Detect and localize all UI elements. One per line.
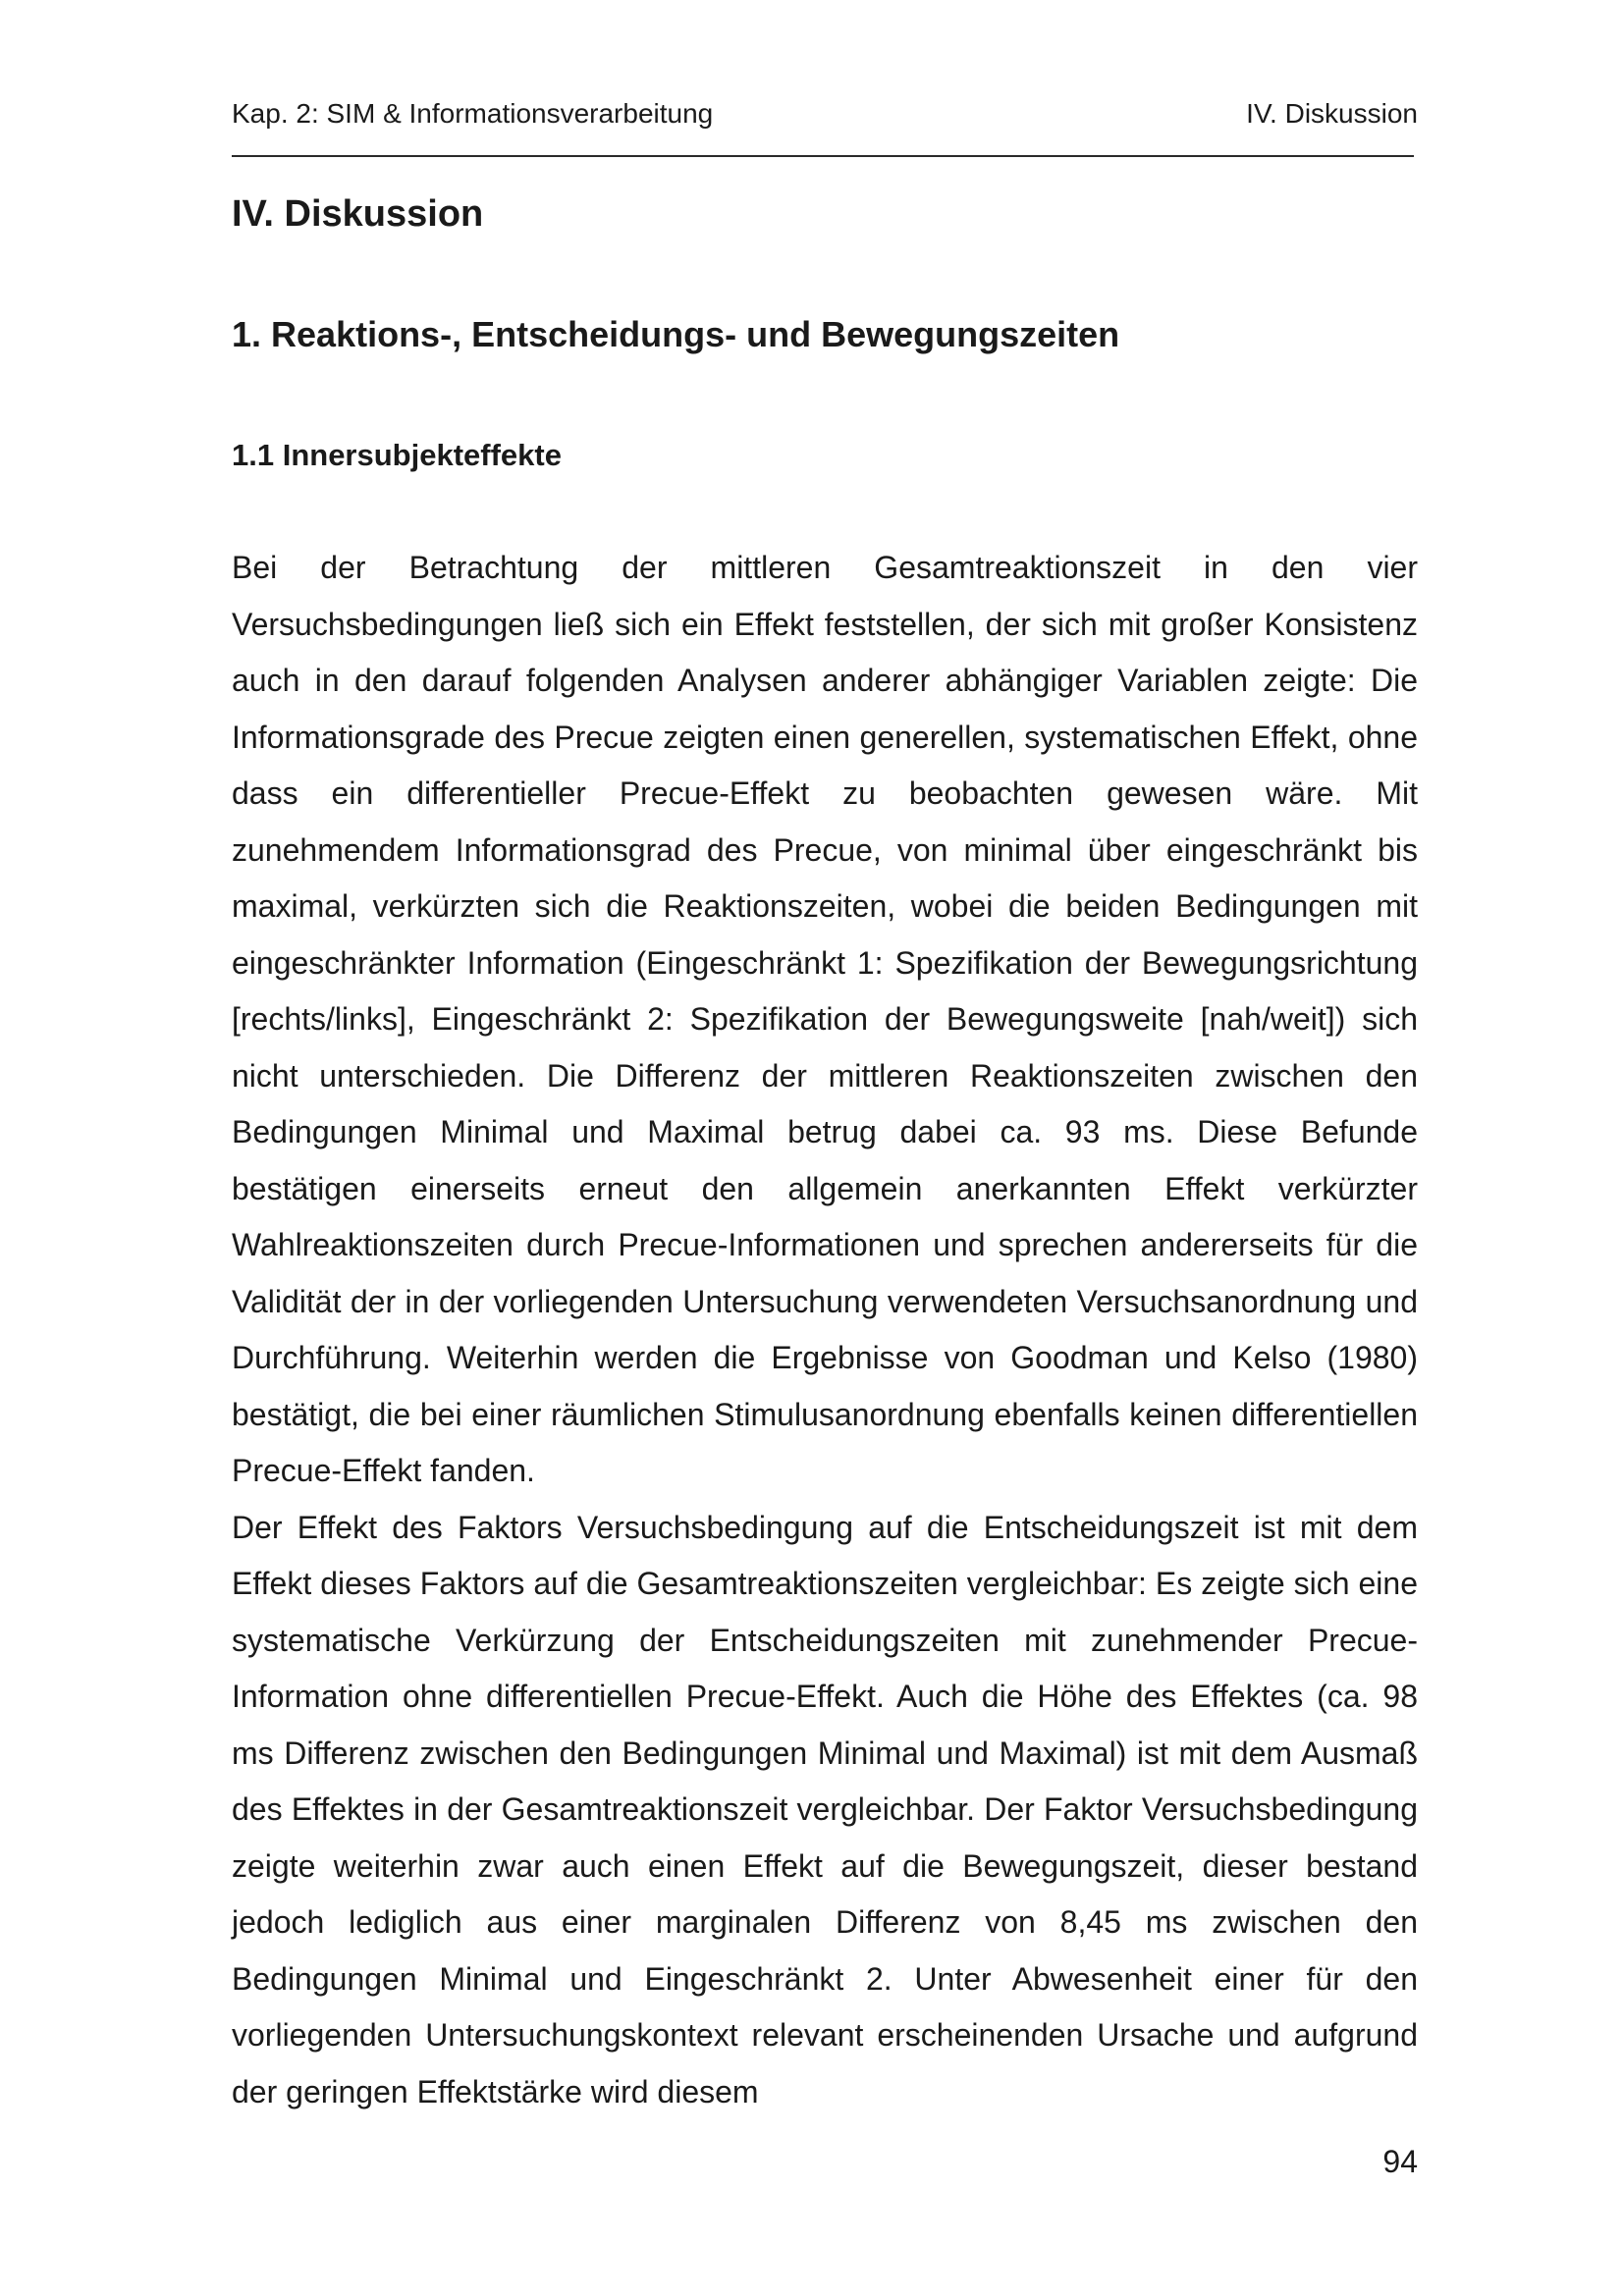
chapter-heading: IV. Diskussion [232,193,484,235]
header-divider [232,155,1414,157]
running-header [232,94,1418,133]
paragraph-2: Der Effekt des Faktors Versuchsbedingung auf die Entscheidungszeit ist mit dem Effekt dieses Faktors auf die Gesamtreaktionszeiten vergleichbar: Es zeigte sich eine systematische Verkürzung der Entscheidungszeiten mit zunehmender Precue-Information ohne differentiellen Precue-Effekt. Auch die Höhe des Effektes (ca. 98 ms Differenz zwischen den Bedingungen Minimal und Maximal) ist mit dem Ausmaß des Effektes in der Gesamtreaktionszeit vergleichbar. Der Faktor Versuchsbedingung zeigte weiterhin zwar auch einen Effekt auf die Bewegungszeit, dieser bestand jedoch lediglich aus einer marginalen Differenz von 8,45 ms zwischen den Bedingungen Minimal und Eingeschränkt 2. Unter Abwesenheit einer für den vorliegenden Untersuchungskontext relevant erscheinenden Ursache und aufgrund der geringen Effektstärke wird diesem [232,1509,1418,2109]
page-number: 94 [1382,2144,1418,2179]
running-header-section: IV. Diskussion [1246,98,1418,129]
subsection-heading: 1.1 Innersubjekteffekte [232,438,562,472]
body-text [232,540,1418,2120]
running-header-chapter: Kap. 2: SIM & Informationsverarbeitung [232,98,714,129]
paragraph-1: Bei der Betrachtung der mittleren Gesamtreaktionszeit in den vier Versuchsbedingungen ließ sich ein Effekt feststellen, der sich mit großer Konsistenz auch in den darauf folgenden Analysen anderer abhängiger Variablen zeigte: Die Informationsgrade des Precue zeigten einen generellen, systematischen Effekt, ohne dass ein differentieller Precue-Effekt zu beobachten gewesen wäre. Mit zunehmendem Informationsgrad des Precue, von minimal über eingeschränkt bis maximal, verkürzten sich die Reaktionszeiten, wobei die beiden Bedingungen mit eingeschränkter Information (Eingeschränkt 1: Spezifikation der Bewegungsrichtung [rechts/links], Eingeschränkt 2: Spezifikation der Bewegungsweite [nah/weit]) sich nicht unterschieden. Die Differenz der mittleren Reaktionszeiten zwischen den Bedingungen Minimal und Maximal betrug dabei ca. 93 ms. Diese Befunde bestätigen einerseits erneut den allgemein anerkannten Effekt verkürzter Wahlreaktionszeiten durch Precue-Informationen und sprechen andererseits für die Validität der in der vorliegenden Untersuchung verwendeten Versuchsanordnung und Durchführung. Weiterhin werden die Ergebnisse von Goodman und Kelso (1980) bestätigt, die bei einer räumlichen Stimulusanordnung ebenfalls keinen differentiellen Precue-Effekt fanden. [232,550,1418,1488]
section-heading: 1. Reaktions-, Entscheidungs- und Bewegungszeiten [232,314,1120,354]
